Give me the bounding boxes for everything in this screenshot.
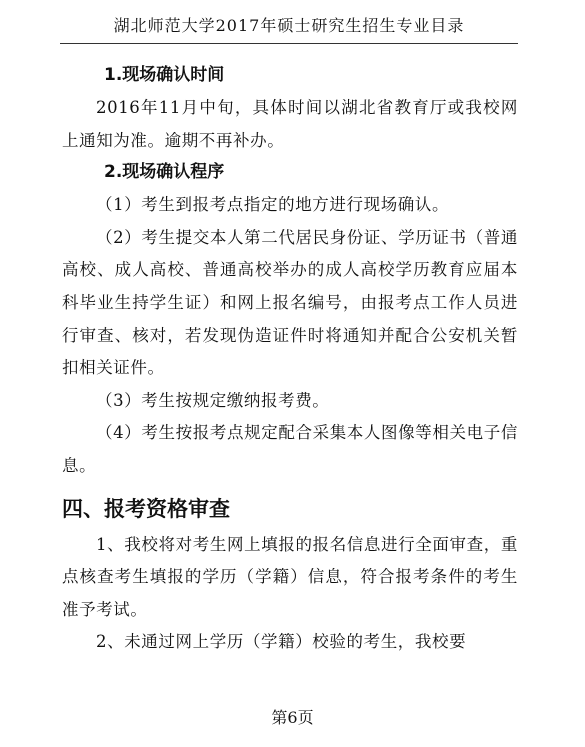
paragraph-procedure-3: （3）考生按规定缴纳报考费。 [96, 390, 330, 410]
paragraph-review-1: 1、我校将对考生网上填报的报名信息进行全面审查，重点核查考生填报的学历（学籍）信息，符合报考条件的考生准予考试。 [62, 534, 518, 619]
heading-qualification-review: 四、报考资格审查 [62, 496, 230, 521]
paragraph-review-2: 2、未通过网上学历（学籍）校验的考生，我校要 [96, 632, 467, 652]
paragraph-procedure-1: （1）考生到报考点指定的地方进行现场确认。 [96, 195, 450, 215]
heading-confirmation-time: 1.现场确认时间 [104, 65, 225, 85]
heading-confirmation-procedure: 2.现场确认程序 [104, 162, 225, 183]
paragraph-procedure-4: （4）考生按报考点规定配合采集本人图像等相关电子信息。 [62, 423, 518, 475]
paragraph-confirmation-time: 2016年11月中旬，具体时间以湖北省教育厅或我校网上通知为准。逾期不再补办。 [62, 98, 518, 150]
page-content [62, 60, 518, 659]
page-header-title: 湖北师范大学2017年硕士研究生招生专业目录 [113, 16, 465, 35]
paragraph-procedure-2: （2）考生提交本人第二代居民身份证、学历证书（普通高校、成人高校、普通高校举办的成人高校学历教育应届本科毕业生持学生证）和网上报名编号，由报考点工作人员进行审查、核对，若发现伪造证件时将通知并配合公安机关暂扣相关证件。 [62, 227, 518, 378]
page-number: 第6页 [271, 708, 314, 727]
header-divider [60, 43, 518, 44]
